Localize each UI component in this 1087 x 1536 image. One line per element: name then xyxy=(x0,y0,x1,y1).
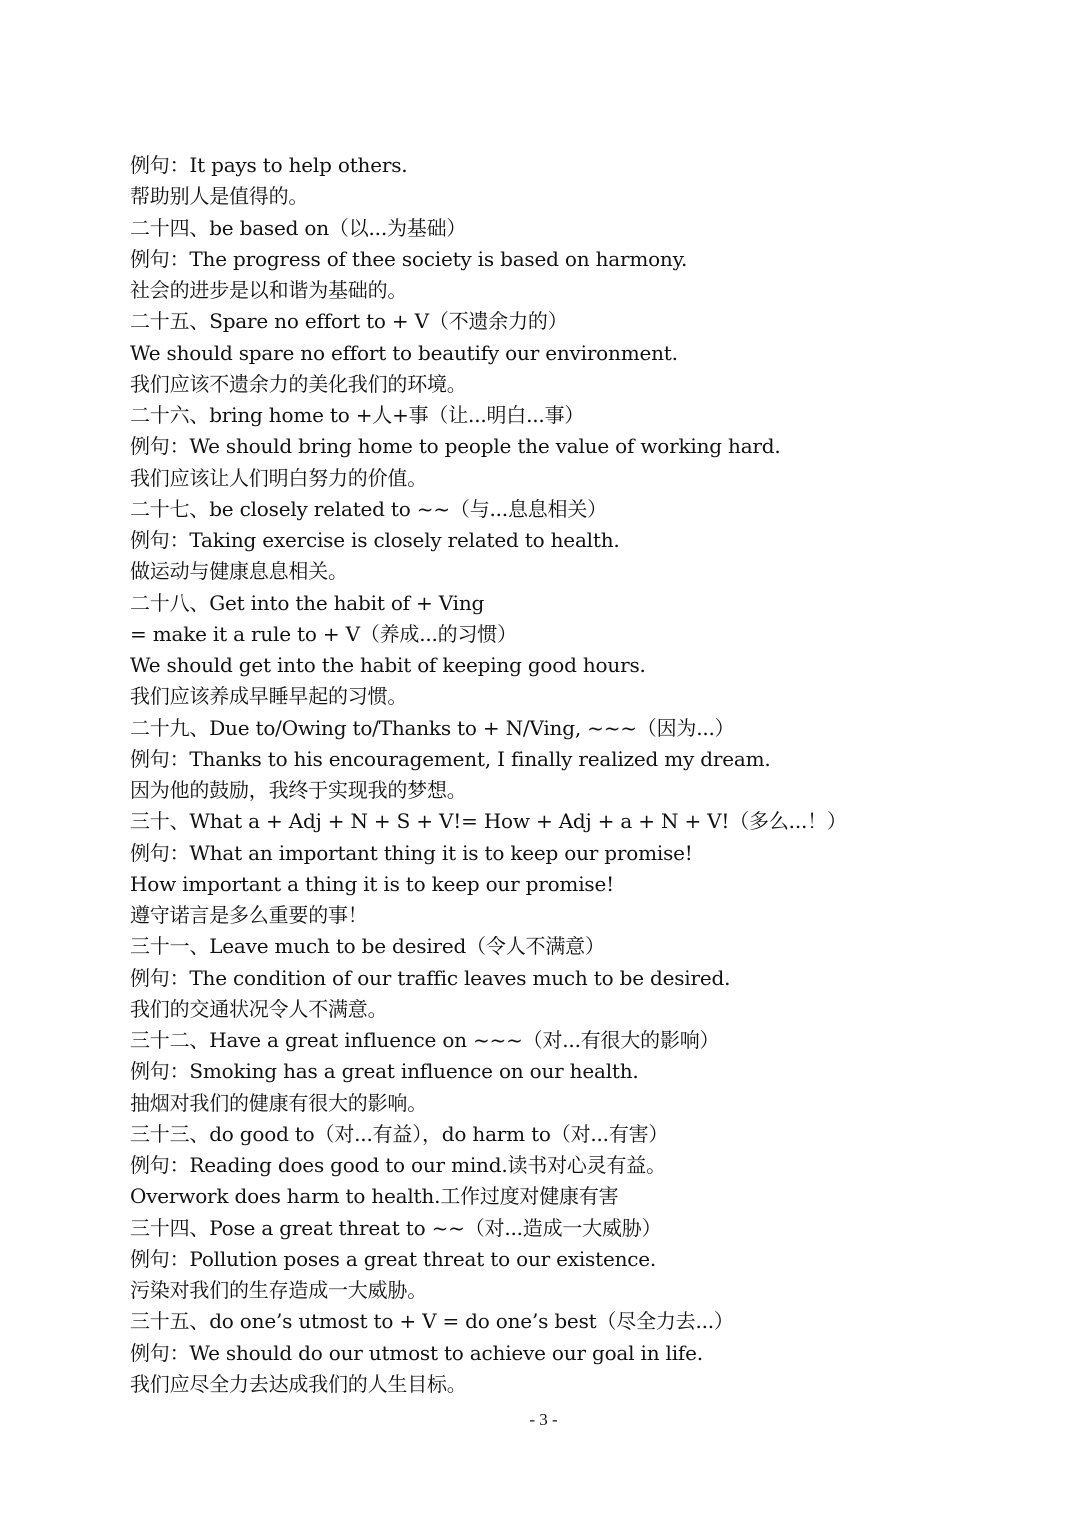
text-line: 例句：Thanks to his encouragement, I finally realized my dream. xyxy=(130,746,771,771)
page-number: - 3 - xyxy=(529,1410,558,1429)
text-line: 我们应该不遗余力的美化我们的环境。 xyxy=(130,371,467,396)
section-heading: 三十四、Pose a great threat to ~~（对...造成一大威胁） xyxy=(130,1215,662,1240)
text-line: = make it a rule to + V（养成...的习惯） xyxy=(130,621,517,646)
text-line: 我们应尽全力去达成我们的人生目标。 xyxy=(130,1371,467,1396)
text-line: 我们应该养成早睡早起的习惯。 xyxy=(130,684,408,709)
text-line: 例句：Smoking has a great influence on our health. xyxy=(130,1059,639,1084)
text-line: We should get into the habit of keeping good hours. xyxy=(130,653,646,677)
text-line: 抽烟对我们的健康有很大的影响。 xyxy=(130,1090,427,1115)
text-line: How important a thing it is to keep our promise! xyxy=(130,871,614,896)
text-line: 社会的进步是以和谐为基础的。 xyxy=(130,278,408,302)
section-heading: 二十五、Spare no effort to + V（不遗余力的） xyxy=(130,309,568,334)
text-line: 例句：Taking exercise is closely related to health. xyxy=(130,528,620,552)
text-line: 因为他的鼓励，我终于实现我的梦想。 xyxy=(130,778,467,802)
section-heading: 二十四、be based on（以...为基础） xyxy=(130,215,467,240)
section-heading: 二十八、Get into the habit of + Ving xyxy=(130,590,485,615)
section-heading: 三十五、do one’s utmost to + V = do one’s best（尽全力去...） xyxy=(130,1309,734,1334)
text-line: 帮助别人是值得的。 xyxy=(130,184,309,209)
section-heading: 三十一、Leave much to be desired（令人不满意） xyxy=(130,934,605,959)
section-heading: 三十、What a + Adj + N + S + V!= How + Adj + a + N + V!（多么...！） xyxy=(130,809,847,834)
text-line: We should spare no effort to beautify our environment. xyxy=(130,340,678,365)
section-heading: 二十六、bring home to +人+事（让...明白...事） xyxy=(130,403,585,427)
text-line: 例句：The progress of thee society is based on harmony. xyxy=(130,246,688,271)
text-line: 做运动与健康息息相关。 xyxy=(130,559,348,584)
text-line: 我们的交通状况令人不满意。 xyxy=(130,996,388,1021)
section-heading: 三十二、Have a great influence on ~~~（对...有很大的影响） xyxy=(130,1028,720,1052)
text-line: 遵守诺言是多么重要的事！ xyxy=(130,903,368,927)
text-line: 污染对我们的生存造成一大威胁。 xyxy=(130,1278,427,1302)
section-heading: 二十七、be closely related to ~~（与...息息相关） xyxy=(130,496,607,521)
text-line: 例句：It pays to help others. xyxy=(130,153,408,177)
text-line: 例句：We should do our utmost to achieve our goal in life. xyxy=(130,1340,703,1365)
text-line: 例句：What an important thing it is to keep our promise! xyxy=(130,840,693,865)
text-line: 例句：The condition of our traffic leaves much to be desired. xyxy=(130,965,731,990)
text-line: 例句：We should bring home to people the value of working hard. xyxy=(130,434,781,459)
section-heading: 二十九、Due to/Owing to/Thanks to + N/Ving, ~~~（因为...） xyxy=(130,715,735,740)
text-line: 例句：Reading does good to our mind.读书对心灵有益。 xyxy=(130,1153,666,1177)
text-line: Overwork does harm to health.工作过度对健康有害 xyxy=(130,1184,619,1209)
document-body xyxy=(130,150,990,1400)
text-line: 我们应该让人们明白努力的价值。 xyxy=(130,465,427,490)
text-line: 例句：Pollution poses a great threat to our existence. xyxy=(130,1246,657,1271)
section-heading: 三十三、do good to（对...有益），do harm to（对...有害） xyxy=(130,1121,669,1146)
